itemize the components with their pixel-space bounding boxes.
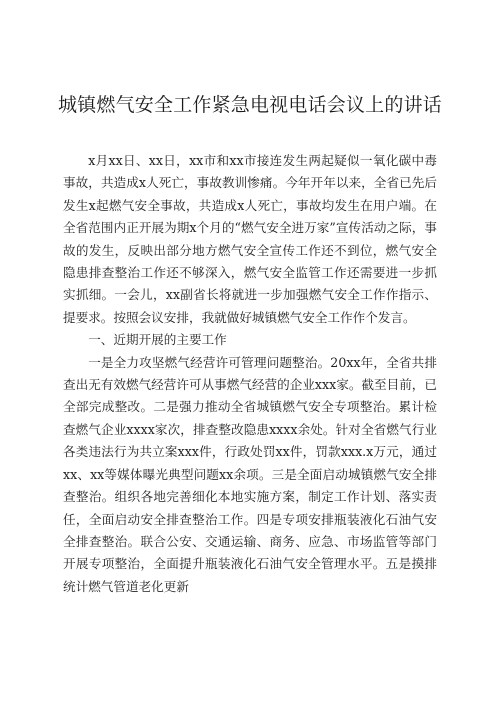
document-body (63, 150, 437, 598)
document-title: 城镇燃气安全工作紧急电视电话会议上的讲话 (57, 94, 442, 116)
section-paragraph: 一是全力攻坚燃气经营许可管理问题整治。20xx年，全省共排查出无有效燃气经营许可从事燃气经营的企业xxx家。截至目前，已全部完成整改。二是强力推动全省城镇燃气安全专项整治。累计检查燃气企业xxxx家次，排查整改隐患xxxx余处。针对全省燃气行业各类违法行为共立案xxx件，行政处罚xx件，罚款xxx.x万元，通过xx、xx等媒体曝光典型问题xx余项。三是全面启动城镇燃气安全排查整治。组织各地完善细化本地实施方案，制定工作计划、落实责任，全面启动安全排查整治工作。四是专项安排瓶装液化石油气安全排查整治。联合公安、交通运输、商务、应急、市场监管等部门开展专项整治，全面提升瓶装液化石油气安全管理水平。五是摸排统计燃气管道老化更新 (63, 354, 437, 594)
intro-paragraph: x月xx日、xx日，xx市和xx市接连发生两起疑似一氧化碳中毒事故，共造成x人死亡，事故教训惨痛。今年开年以来，全省已先后发生x起燃气安全事故，共造成x人死亡，事故均发生在用户端。在全省范围内正开展为期x个月的“燃气安全进万家”宣传活动之际，事故的发生，反映出部分地方燃气安全宣传工作还不到位，燃气安全隐患排查整治工作还不够深入，燃气安全监管工作还需要进一步抓实抓细。一会儿，xx副省长将就进一步加强燃气安全工作作指示、提要求。按照会议安排，我就做好城镇燃气安全工作作个发言。 (63, 153, 437, 325)
section-heading: 一、近期开展的主要工作 (88, 332, 227, 348)
